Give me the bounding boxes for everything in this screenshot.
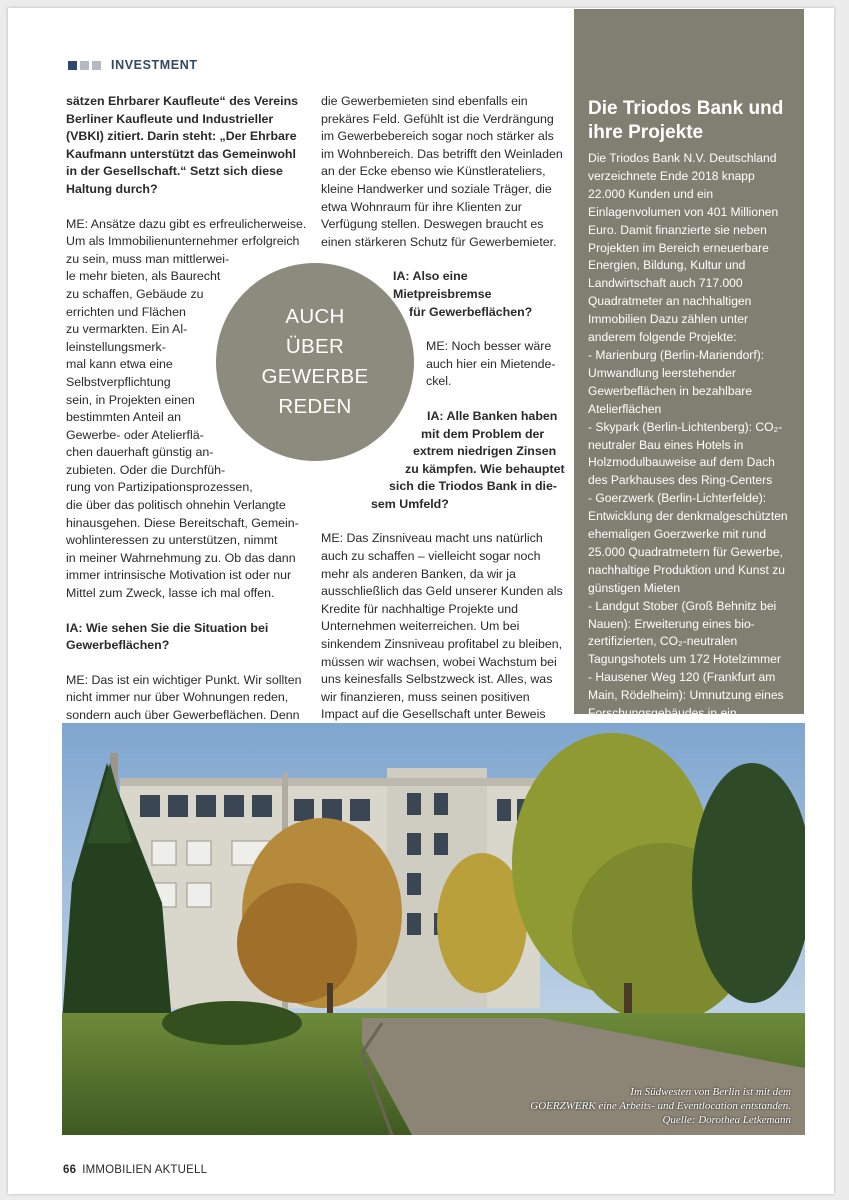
question-4-line: zu kämpfen. Wie behauptet [405, 461, 565, 476]
magazine-name: IMMOBILIEN AKTUELL [82, 1164, 208, 1176]
project-item: - Landgut Stober (Groß Behnitz bei Nauen): Erweiterung eines bio-zertifizierten, CO₂-neutralen Tagungshotels um 172 Hotelzimmer [588, 598, 781, 667]
info-box-body [588, 150, 793, 777]
section-marker-square [92, 61, 101, 70]
caption-line: Im Südwesten von Berlin ist mit dem [630, 1086, 791, 1098]
section-marker-square [68, 61, 77, 70]
answer-3-line: ME: Noch besser wäre [426, 339, 552, 354]
answer-1-line: zu schaffen, Gebäude zu [66, 286, 204, 301]
answer-1-line: wohlinteressen zu unterstützen, nimmt [66, 533, 278, 548]
question-3-line: IA: Also eine Mietpreisbremse [393, 269, 492, 301]
project-item: - Skypark (Berlin-Lichtenberg): CO₂-neutraler Bau eines Hotels in Holzmodulbauweise auf dem Dach des Parkhauses des Ring-Centers [588, 419, 783, 488]
project-item: - Marienburg (Berlin-Mariendorf): Umwandlung leerstehender Gewerbeflächen in bezahlbare Atelierflächen [588, 347, 765, 416]
answer-1-line: Um als Immobilienunternehmer erfolgreich [66, 234, 300, 249]
pull-quote-line: GEWERBE [261, 365, 369, 388]
answer-1-line: in meiner Wahrnehmung zu. Ob das dann [66, 550, 296, 565]
answer-1-line: mal kann etwa eine [66, 357, 173, 372]
answer-1-line: Gewerbe- oder Atelierflä- [66, 427, 204, 442]
question-4 [321, 408, 565, 514]
answer-1-line: leinstellungsmerk- [66, 339, 166, 354]
info-box-intro: Die Triodos Bank N.V. Deutschland verzeichnete Ende 2018 knapp 22.000 Kunden und ein Einlagenvolumen von 401 Millionen Euro. Damit finanzierte sie neben Projekten im Bereich erneuerbare Energien, Bildung, Kultur und Landwirtschaft auch 717.000 Quadratmeter an nachhaltigen Immobilien Dazu zählen unter anderem folgende Projekte: [588, 151, 779, 345]
answer-1-line: le mehr bieten, als Baurecht [66, 269, 221, 284]
answer-1-line: Selbstverpflichtung [66, 374, 171, 389]
answer-3 [321, 338, 565, 391]
question-4-line: extrem niedrigen Zinsen [413, 444, 557, 459]
project-item: - Goerzwerk (Berlin-Lichterfelde): Entwicklung der denkmalgeschützten ehemaligen Goerzwerke mit rund 25.000 Quadratmetern für Gewerbe, nachhaltige Produktion und Kunst zu günstigen Mieten [588, 491, 788, 595]
pull-quote-line: REDEN [278, 395, 352, 418]
section-marker-square [80, 61, 89, 70]
question-4-line: mit dem Problem der [421, 426, 545, 441]
section-marker [68, 61, 101, 71]
answer-1-line: die über das politisch ohnehin Verlangte [66, 498, 286, 513]
answer-3-line: auch hier ein Mietende- [426, 356, 556, 371]
answer-2: ME: Das ist ein wichtiger Punkt. Wir sollten nicht immer nur über Wohnungen reden, sondern auch über Gewerbeflächen. Denn [66, 672, 302, 722]
answer-3-line: ckel. [426, 374, 452, 389]
magazine-page [8, 8, 834, 1194]
question-4-line: IA: Alle Banken haben [427, 408, 558, 423]
caption-line: Quelle: Dorothea Letkemann [662, 1114, 791, 1126]
pull-quote-line: ÜBER [285, 335, 345, 358]
answer-4: ME: Das Zinsniveau macht uns natürlich auch zu schaffen – vielleicht sogar noch mehr als anderen Banken, da wir ja ausschließlich das Geld unserer Kunden als Kredite für nachhaltige Projekte und Unternehmen weiterreichen. Um bei sinkendem Zinsniveau profitabel zu bleiben, müssen wir wachsen, wobei Wachstum bei uns keinesfalls Selbstzweck ist. Alles, was wir finanzieren, muss seinen positiven Impact auf die Gesellschaft unter Beweis [321, 531, 563, 722]
info-box-title: Die Triodos Bank und ihre Projekte [588, 98, 784, 143]
question-3-line: für Gewerbeflächen? [409, 304, 533, 319]
section-label: INVESTMENT [111, 58, 198, 72]
answer-2-continued: die Gewerbemieten sind ebenfalls ein prekäres Feld. Gefühlt ist die Verdrängung im Gewerbebereich sogar noch stärker als im Wohnbereich. Das betrifft den Weinladen an der Ecke ebenso wie Künstlerateliers, kleine Handwerker und soziale Träger, die etwa Wohnraum für ihre Klienten zur Verfügung stellen. Deswegen braucht es einen stärkeren Schutz für Gewerbemieter. [321, 94, 563, 249]
caption-line: GOERZWERK eine Arbeits- und Eventlocation entstanden. [530, 1100, 791, 1112]
photo-caption [471, 1085, 791, 1127]
question-4-line: sich die Triodos Bank in die- [389, 479, 557, 494]
answer-1-line: hinausgehen. Diese Bereitschaft, Gemein- [66, 515, 299, 530]
answer-1-line: chen dauerhaft günstig an- [66, 445, 214, 460]
question-2: IA: Wie sehen Sie die Situation bei Gewerbeflächen? [66, 620, 269, 653]
goerzwerk-photo [62, 723, 805, 1135]
answer-1-line: errichten und Flächen [66, 304, 186, 319]
info-box [574, 9, 804, 721]
answer-1-line: zu sein, muss man mittlerwei- [66, 251, 230, 266]
answer-1-line: Mittel zum Zweck, lasse ich mal offen. [66, 586, 275, 601]
question-intro: sätzen Ehrbarer Kaufleute“ des Vereins Berliner Kaufleute und Industrieller (VBKI) zitiert. Darin steht: „Der Ehrbare Kaufmann unterstützt das Gemeinwohl in der Gesellschaft.“ Setzt sich diese Haltung durch? [66, 94, 299, 196]
answer-1-line: ME: Ansätze dazu gibt es erfreulicherweise. [66, 216, 307, 231]
pull-quote-line: AUCH [285, 305, 345, 328]
answer-1-line: rung von Partizipationsprozessen, [66, 480, 253, 495]
answer-1-line: zubieten. Oder die Durchfüh- [66, 462, 226, 477]
project-item: - Hausener Weg 120 (Frankfurt am Main, Rödelheim): Umnutzung eines Forschungsgebäudes in ein [588, 670, 784, 721]
page-number: 66 [63, 1164, 77, 1176]
answer-1-line: sein, in Projekten einen [66, 392, 195, 407]
photo-illustration [62, 723, 805, 1135]
answer-1-line: zu vermarkten. Ein Al- [66, 322, 188, 337]
answer-1-line: immer intrinsische Motivation ist oder nur [66, 568, 292, 583]
question-3 [321, 268, 565, 321]
answer-1-line: bestimmten Anteil an [66, 410, 182, 425]
article-column-2 [321, 93, 565, 763]
question-4-line: sem Umfeld? [371, 496, 449, 511]
page-footer [63, 1164, 207, 1176]
